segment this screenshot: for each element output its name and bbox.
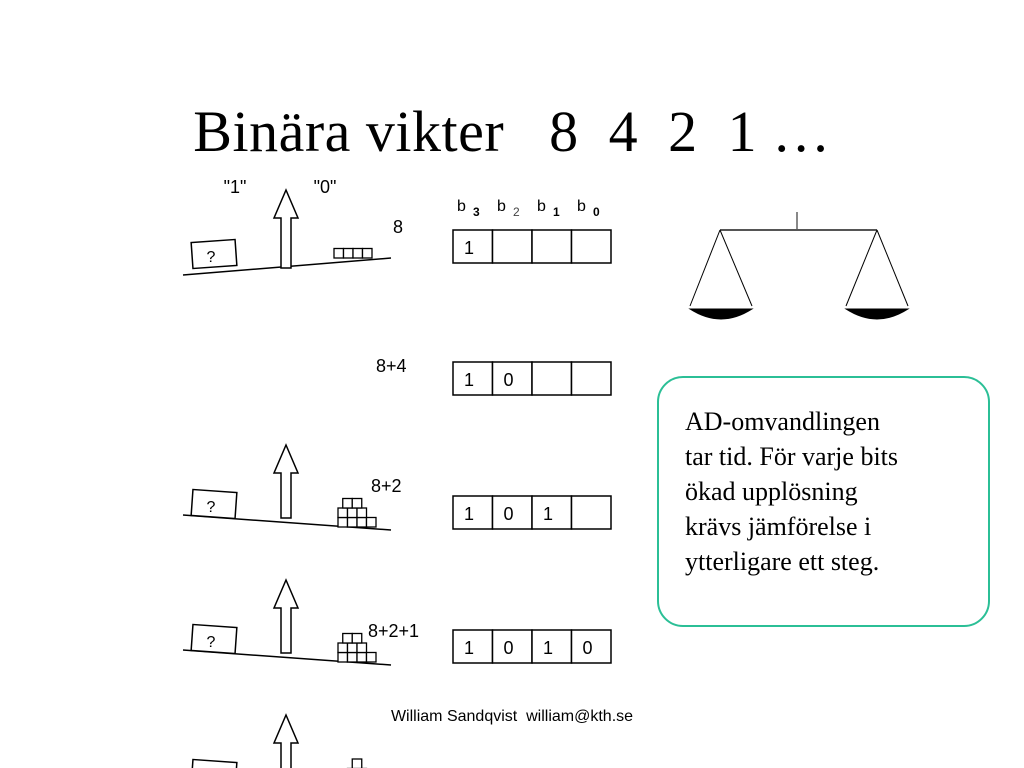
bit-header-3: b: [457, 198, 466, 215]
weight-block: [338, 518, 348, 528]
bit-register: [453, 362, 611, 395]
weight-block: [367, 518, 377, 528]
note-line: AD-omvandlingen: [685, 407, 880, 436]
weight-sum-label: 8+4: [376, 356, 407, 376]
label-zero: "0": [313, 177, 337, 197]
pointer-arrow-icon: [274, 445, 298, 518]
bit-cell: [572, 496, 612, 529]
pointer-arrow-icon: [274, 190, 298, 268]
weight-block: [343, 499, 353, 509]
bit-register: [453, 630, 611, 663]
note-line: ökad upplösning: [685, 477, 858, 506]
slide-title-text: Binära vikter 8 4 2 1 …: [193, 99, 831, 164]
weight-block: [348, 653, 358, 663]
bit-cell: [493, 230, 533, 263]
bit-cell: [572, 362, 612, 395]
bit-value: 1: [542, 504, 554, 524]
weight-block: [357, 508, 367, 518]
bit-value: 0: [503, 370, 514, 390]
weight-block: [348, 508, 358, 518]
unknown-weight-label: ?: [206, 634, 216, 651]
weight-block: [352, 634, 362, 644]
pointer-arrow-icon: [274, 580, 298, 653]
balance-scale-icon: [690, 212, 908, 319]
bit-header-2: b: [497, 198, 506, 215]
weight-block: [343, 634, 353, 644]
bit-value: 0: [503, 638, 514, 658]
weight-block: [334, 249, 344, 259]
bit-header-0: b: [577, 198, 586, 215]
note-box: [657, 376, 990, 627]
weight-block: [352, 759, 362, 768]
bit-value: 1: [463, 238, 475, 258]
bit-value: 1: [463, 504, 475, 524]
weight-block: [348, 643, 358, 653]
weight-block: [363, 249, 373, 259]
weight-block: [367, 653, 377, 663]
note-line: ytterligare ett steg.: [685, 547, 880, 576]
bit-header-1: b: [537, 198, 546, 215]
step-row: [183, 190, 611, 275]
bit-cell: [572, 230, 612, 263]
weight-block: [344, 249, 354, 259]
weight-block: [357, 518, 367, 528]
bit-value: 1: [463, 370, 475, 390]
weight-block: [357, 643, 367, 653]
weight-block: [348, 518, 358, 528]
weight-block: [352, 499, 362, 509]
bit-cell: [532, 362, 572, 395]
weight-sum-label: 8: [393, 217, 404, 237]
weight-sum-label: 8+2+1: [368, 621, 420, 641]
note-line: krävs jämförelse i: [685, 512, 872, 541]
note-line: tar tid. För varje bits: [685, 442, 899, 471]
unknown-weight-box: [191, 759, 237, 768]
bit-value: 1: [463, 638, 475, 658]
bit-header-index: 2: [513, 205, 520, 219]
bit-register: [453, 496, 611, 529]
label-one: "1": [223, 177, 247, 197]
weight-sum-label: 8+2: [371, 476, 402, 496]
weight-block: [338, 643, 348, 653]
bit-headers: [457, 198, 600, 219]
weight-block: [353, 249, 363, 259]
bit-value: 1: [542, 638, 554, 658]
weight-block: [338, 653, 348, 663]
weight-block: [338, 508, 348, 518]
weight-block: [357, 653, 367, 663]
unknown-weight-label: ?: [206, 499, 216, 516]
footer-credit: William Sandqvist william@kth.se: [390, 708, 634, 725]
bit-value: 0: [582, 638, 593, 658]
step-row: [183, 621, 611, 768]
bit-header-index: 0: [593, 205, 600, 219]
bit-cell: [532, 230, 572, 263]
bit-register: [453, 230, 611, 263]
bit-header-index: 3: [473, 205, 480, 219]
bit-value: 0: [503, 504, 514, 524]
bit-header-index: 1: [553, 205, 560, 219]
unknown-weight-label: ?: [206, 249, 216, 266]
